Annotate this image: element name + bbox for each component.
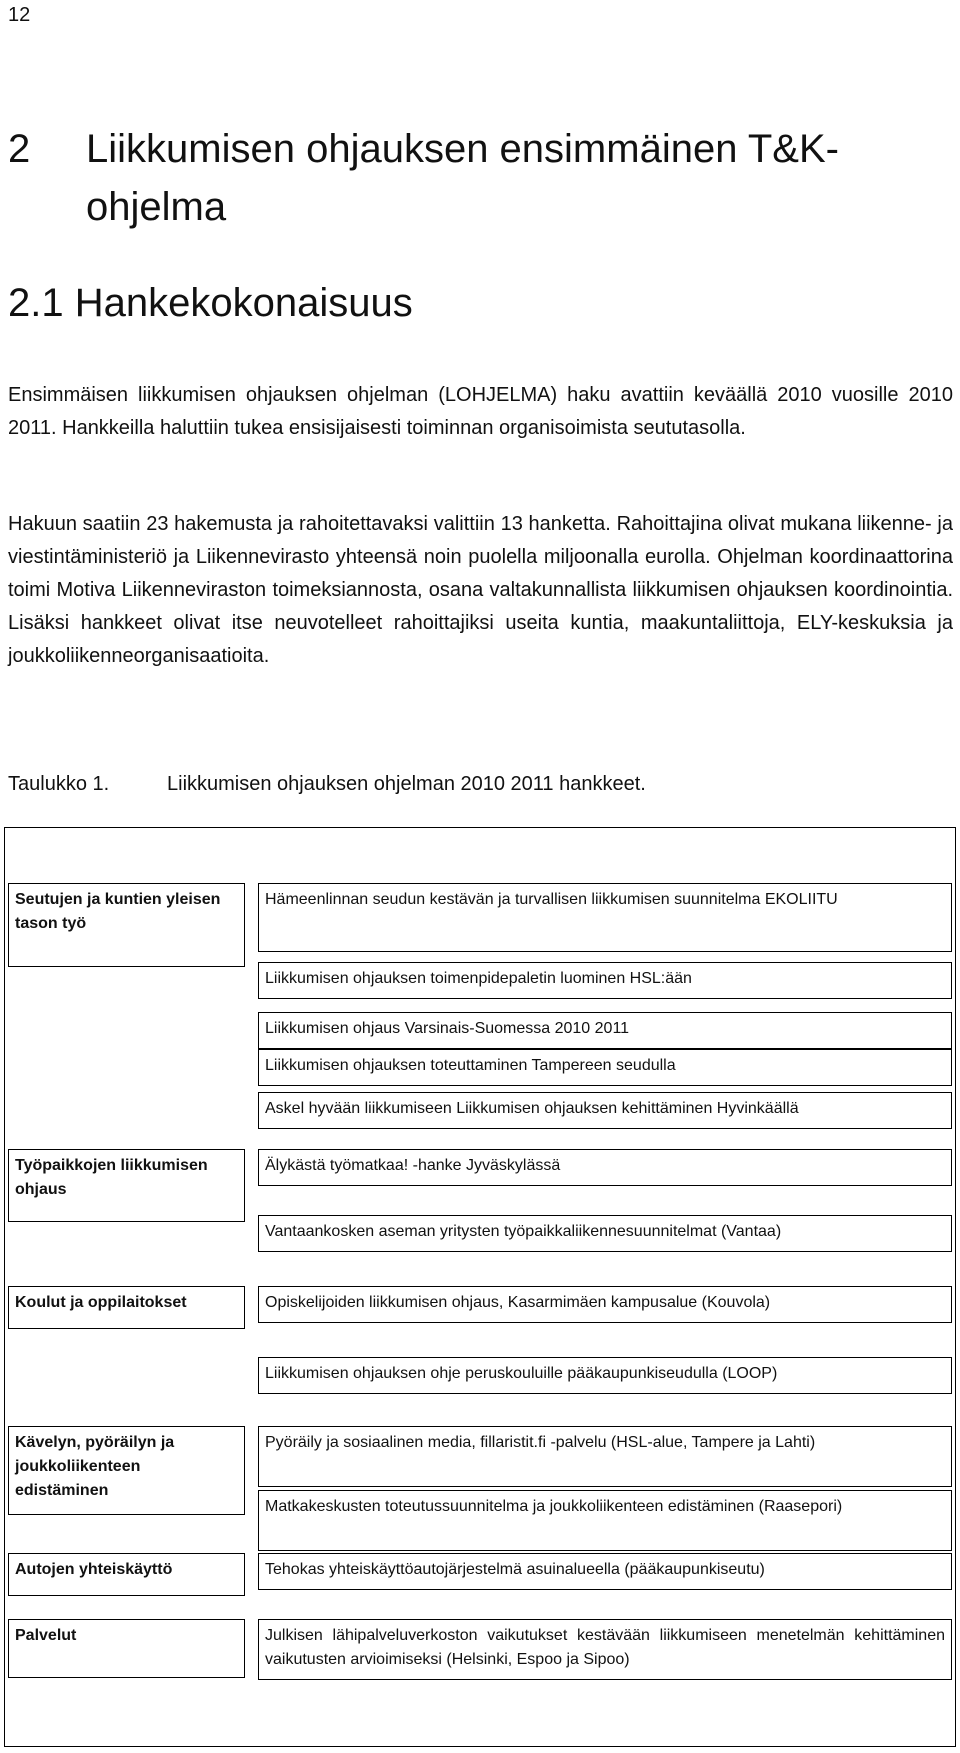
chapter-heading bbox=[8, 120, 846, 236]
project-cell: Opiskelijoiden liikkumisen ohjaus, Kasarmimäen kampusalue (Kouvola) bbox=[258, 1286, 952, 1323]
category-cell: Koulut ja oppilaitokset bbox=[8, 1286, 245, 1329]
table-caption bbox=[8, 770, 646, 798]
category-cell: Kävelyn, pyöräilyn ja joukkoliikenteen edistäminen bbox=[8, 1426, 245, 1515]
project-cell: Liikkumisen ohjauksen toteuttaminen Tampereen seudulla bbox=[258, 1049, 952, 1086]
category-cell: Autojen yhteiskäyttö bbox=[8, 1553, 245, 1596]
page-number: 12 bbox=[8, 4, 31, 26]
chapter-number: 2 bbox=[8, 127, 31, 171]
project-cell: Pyöräily ja sosiaalinen media, fillaristit.fi -palvelu (HSL-alue, Tampere ja Lahti) bbox=[258, 1426, 952, 1487]
project-cell: Liikkumisen ohjaus Varsinais-Suomessa 2010 2011 bbox=[258, 1012, 952, 1049]
section-heading: 2.1 Hankekokonaisuus bbox=[8, 281, 413, 325]
funding-paragraph: Hakuun saatiin 23 hakemusta ja rahoitettavaksi valittiin 13 hanketta. Rahoittajina olivat mukana liikenne- ja viestintäministeriö ja Liikennevirasto yhteensä noin puolella miljoonalla eurolla. Ohjelman koordinaattorina toimi Motiva Liikenneviraston toimeksiannosta, osana valtakunnallista liikkumisen ohjauksen koordinointia. Lisäksi hankkeet olivat itse neuvotelleet rahoittajiksi useita kuntia, maakuntaliittoja, ELY-keskuksia ja joukkoliikenneorganisaatioita. bbox=[8, 513, 953, 667]
project-cell: Julkisen lähipalveluverkoston vaikutukset kestävään liikkumiseen menetelmän kehittäminen vaikutusten arvioimiseksi (Helsinki, Espoo ja Sipoo) bbox=[258, 1619, 952, 1680]
project-cell: Liikkumisen ohjauksen toimenpidepaletin luominen HSL:ään bbox=[258, 962, 952, 999]
intro-paragraph: Ensimmäisen liikkumisen ohjauksen ohjelman (LOHJELMA) haku avattiin keväällä 2010 vuosille 2010 2011. Hankkeilla haluttiin tukea ensisijaisesti toiminnan organisoimista seututasolla. bbox=[8, 384, 953, 439]
table-caption-text: Liikkumisen ohjauksen ohjelman 2010 2011 hankkeet. bbox=[167, 773, 646, 795]
category-cell: Palvelut bbox=[8, 1619, 245, 1678]
project-cell: Vantaankosken aseman yritysten työpaikkaliikennesuunnitelmat (Vantaa) bbox=[258, 1215, 952, 1252]
category-cell: Seutujen ja kuntien yleisen tason työ bbox=[8, 883, 245, 967]
category-cell: Työpaikkojen liikkumisen ohjaus bbox=[8, 1149, 245, 1222]
project-cell: Älykästä työmatkaa! -hanke Jyväskylässä bbox=[258, 1149, 952, 1186]
project-cell: Liikkumisen ohjauksen ohje peruskouluille pääkaupunkiseudulla (LOOP) bbox=[258, 1357, 952, 1394]
project-cell: Matkakeskusten toteutussuunnitelma ja joukkoliikenteen edistäminen (Raasepori) bbox=[258, 1490, 952, 1551]
project-cell: Hämeenlinnan seudun kestävän ja turvallisen liikkumisen suunnitelma EKOLIITU bbox=[258, 883, 952, 952]
project-cell: Tehokas yhteiskäyttöautojärjestelmä asuinalueella (pääkaupunkiseutu) bbox=[258, 1553, 952, 1590]
project-cell: Askel hyvään liikkumiseen Liikkumisen ohjauksen kehittäminen Hyvinkäällä bbox=[258, 1092, 952, 1129]
table-caption-label: Taulukko 1. bbox=[8, 773, 110, 795]
chapter-title: Liikkumisen ohjauksen ensimmäinen T&K-ohjelma bbox=[86, 127, 839, 229]
